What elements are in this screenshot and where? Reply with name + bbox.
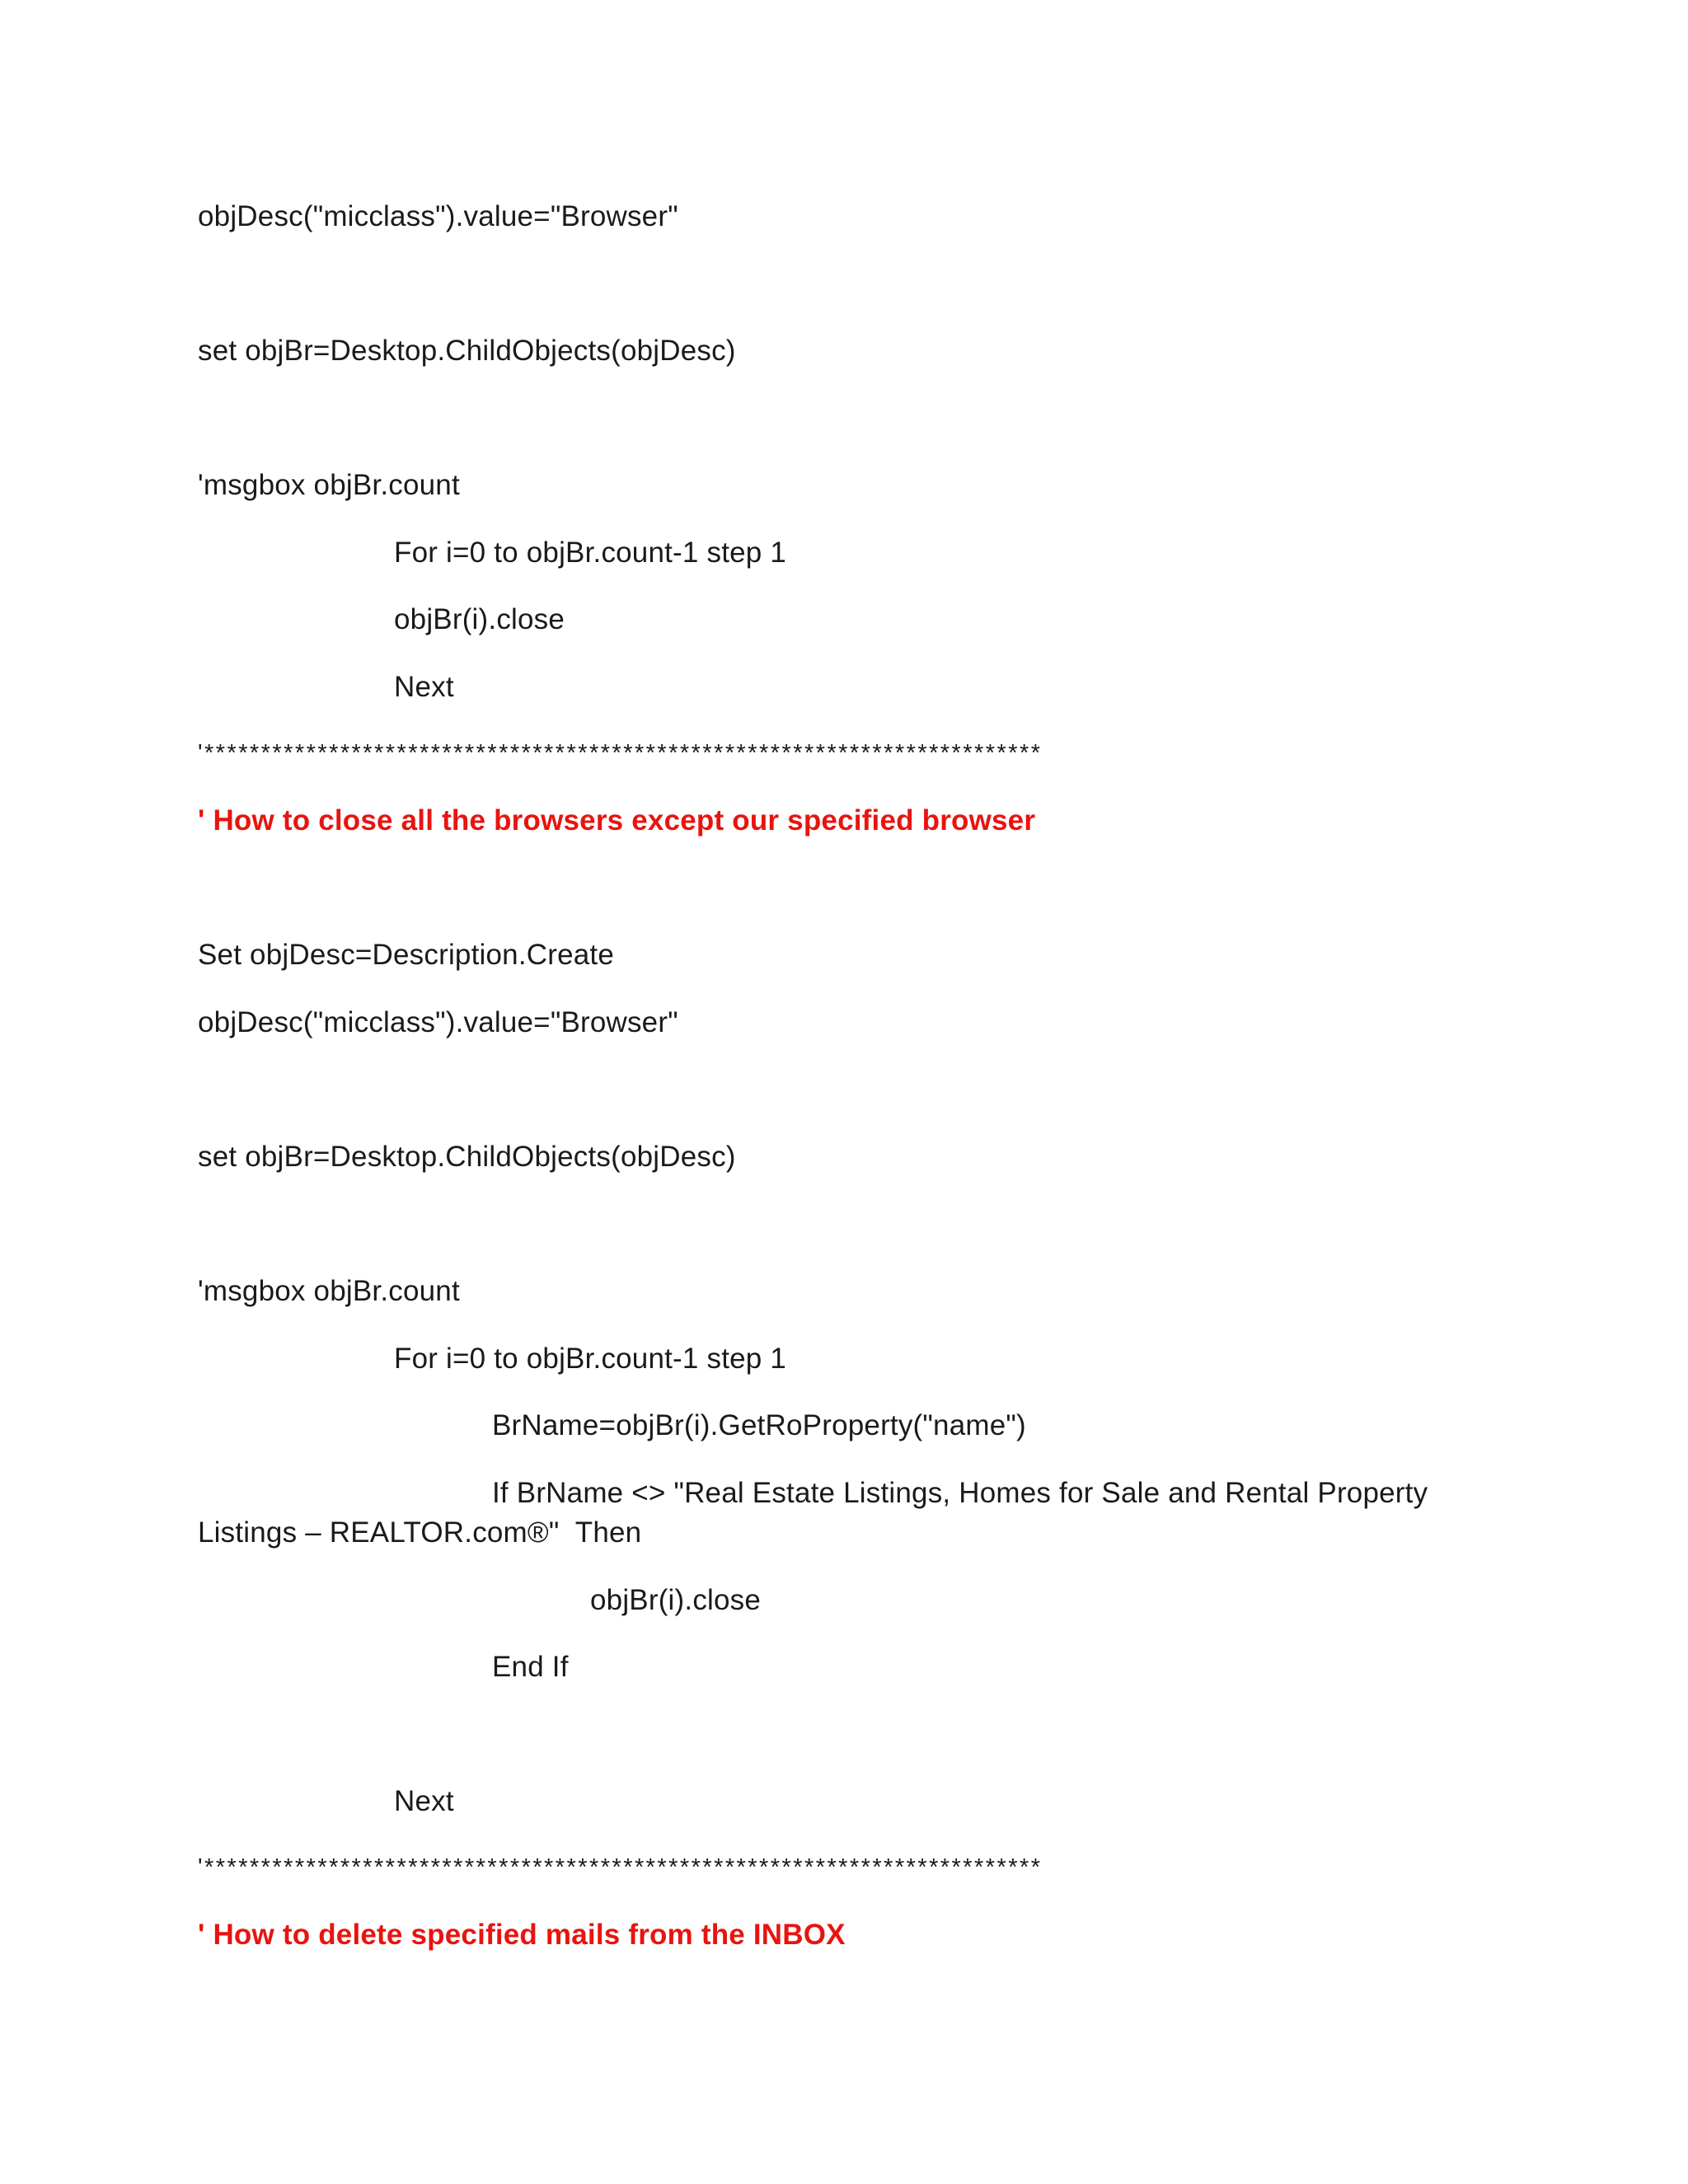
section-heading-delete-mails: ' How to delete specified mails from the INBOX [198,1919,846,1951]
code-line-set-objbr: set objBr=Desktop.ChildObjects(objDesc) [198,1141,736,1173]
separator-line: '************************************************************************** [198,1854,1043,1881]
code-line-for-loop: For i=0 to objBr.count-1 step 1 [394,537,787,569]
code-line-next: Next [394,1785,454,1817]
code-line-for-loop: For i=0 to objBr.count-1 step 1 [394,1343,787,1375]
code-line-msgbox-comment: 'msgbox objBr.count [198,469,460,501]
code-line-next: Next [394,671,454,703]
code-line-close: objBr(i).close [394,603,565,635]
code-line-end-if: End If [492,1651,569,1683]
code-line-if-condition-continued: Listings – REALTOR.com®" Then [198,1516,642,1549]
code-line-close: objBr(i).close [590,1584,762,1616]
code-line-if-condition: If BrName <> "Real Estate Listings, Homes for Sale and Rental Property [492,1477,1428,1509]
code-line-micclass: objDesc("micclass").value="Browser" [198,1006,678,1038]
separator-line: '************************************************************************** [198,740,1043,766]
code-line-msgbox-comment: 'msgbox objBr.count [198,1275,460,1307]
section-heading-close-browsers: ' How to close all the browsers except our specified browser [198,804,1036,837]
code-line-brname: BrName=objBr(i).GetRoProperty("name") [492,1409,1026,1441]
code-line-set-objbr: set objBr=Desktop.ChildObjects(objDesc) [198,335,736,367]
code-line-set-objdesc: Set objDesc=Description.Create [198,939,614,971]
code-line-micclass: objDesc("micclass").value="Browser" [198,200,678,232]
